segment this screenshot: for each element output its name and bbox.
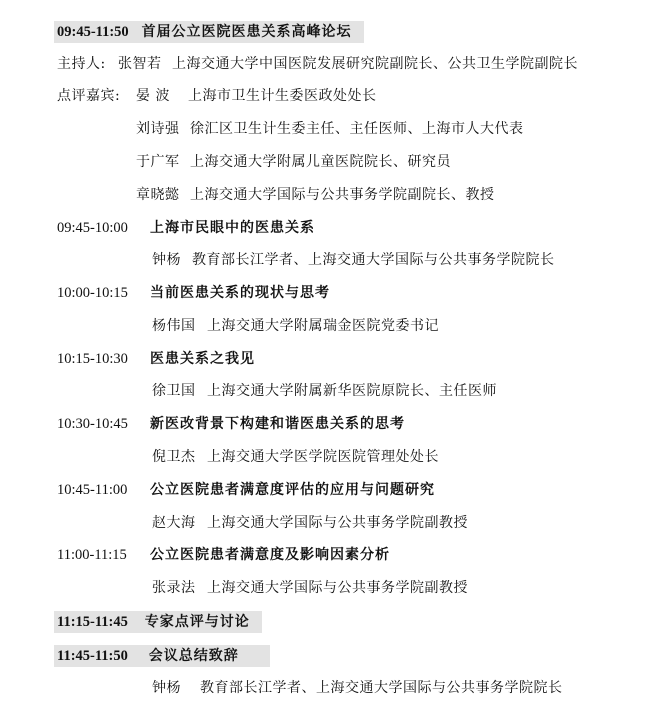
talk-title: 医患关系之我见 [150, 351, 255, 367]
host-name: 张智若 [118, 56, 162, 72]
closing-header [57, 640, 239, 672]
talk-title: 公立医院患者满意度评估的应用与问题研究 [150, 482, 435, 498]
panel-member-org: 上海交通大学附属儿童医院院长、研究员 [190, 154, 451, 170]
talk-speaker-org: 上海交通大学医学院医院管理处处长 [207, 449, 439, 465]
talk-speaker: 张录法 [152, 580, 196, 596]
talk-speaker: 赵大海 [152, 515, 196, 531]
panel-member-name: 章晓懿 [136, 187, 180, 203]
talk-speaker-org: 上海交通大学附属新华医院原院长、主任医师 [207, 383, 497, 399]
talk-time: 10:30-10:45 [57, 416, 128, 432]
talk-speaker-org: 上海交通大学国际与公共事务学院副教授 [207, 515, 468, 531]
talk-title: 当前医患关系的现状与思考 [150, 285, 330, 301]
session-header [57, 16, 352, 48]
panel-label: 点评嘉宾: [57, 88, 121, 104]
closing-title: 会议总结致辞 [148, 648, 239, 664]
panel-member-name: 晏 波 [136, 88, 170, 104]
panel-member-org: 徐汇区卫生计生委主任、主任医师、上海市人大代表 [190, 121, 524, 137]
session-time: 09:45-11:50 [57, 24, 129, 40]
host-org: 上海交通大学中国医院发展研究院副院长、公共卫生学院副院长 [172, 56, 578, 72]
talk-time: 09:45-10:00 [57, 220, 128, 236]
talk-speaker-org: 上海交通大学国际与公共事务学院副教授 [207, 580, 468, 596]
panel-member-org: 上海市卫生计生委医政处处长 [188, 88, 377, 104]
talk-speaker: 徐卫国 [152, 383, 196, 399]
closing-speaker-org: 教育部长江学者、上海交通大学国际与公共事务学院院长 [200, 680, 563, 696]
host-label: 主持人: [57, 56, 106, 72]
talk-speaker-org: 上海交通大学附属瑞金医院党委书记 [207, 318, 439, 334]
panel-member-name: 刘诗强 [136, 121, 180, 137]
talk-speaker: 杨伟国 [152, 318, 196, 334]
talk-speaker: 倪卫杰 [152, 449, 196, 465]
talk-time: 10:00-10:15 [57, 285, 128, 301]
discussion-title: 专家点评与讨论 [144, 614, 250, 630]
talk-speaker: 钟杨 [152, 252, 181, 268]
talk-title: 上海市民眼中的医患关系 [150, 220, 315, 236]
panel-member-name: 于广军 [136, 154, 180, 170]
talk-time: 11:00-11:15 [57, 547, 127, 563]
talk-time: 10:45-11:00 [57, 482, 128, 498]
closing-speaker: 钟杨 [152, 680, 181, 696]
closing-time: 11:45-11:50 [57, 648, 128, 664]
talk-speaker-org: 教育部长江学者、上海交通大学国际与公共事务学院院长 [192, 252, 555, 268]
panel-member-org: 上海交通大学国际与公共事务学院副院长、教授 [190, 187, 495, 203]
talk-title: 新医改背景下构建和谐医患关系的思考 [150, 416, 405, 432]
talk-time: 10:15-10:30 [57, 351, 128, 367]
session-title: 首届公立医院医患关系高峰论坛 [141, 24, 352, 40]
discussion-time: 11:15-11:45 [57, 614, 128, 630]
discussion-header [57, 606, 250, 638]
talk-title: 公立医院患者满意度及影响因素分析 [150, 547, 390, 563]
